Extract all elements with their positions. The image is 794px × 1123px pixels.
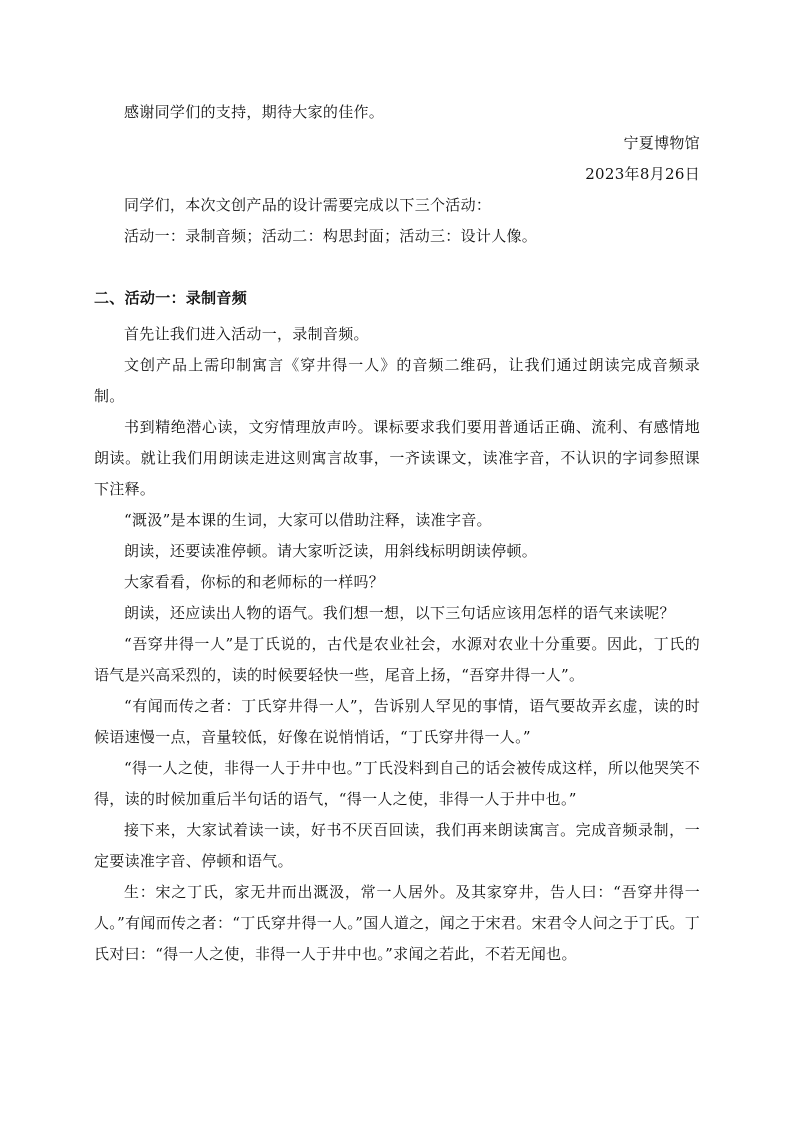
paragraph: 生：宋之丁氏，家无井而出溉汲，常一人居外。及其家穿井，告人曰：“吾穿井得一人。”有闻而传之者：“丁氏穿井得一人。”国人道之，闻之于宋君。宋君令人问之于丁氏。丁氏对曰：“得一人之使，非得一人于井中也。”求闻之若此，不若无闻也。 — [94, 883, 700, 963]
paragraph: “得一人之使，非得一人于井中也。”丁氏没料到自己的话会被传成这样，所以他哭笑不得，读的时候加重后半句话的语气，“得一人之使，非得一人于井中也。” — [94, 759, 700, 808]
signature-date: 2023年8月26日 — [585, 165, 700, 183]
paragraph: 首先让我们进入活动一，录制音频。 — [124, 325, 369, 343]
paragraph: 朗读，还要读准停顿。请大家听泛读，用斜线标明朗读停顿。 — [124, 542, 538, 560]
paragraph: 大家看看，你标的和老师标的一样吗？ — [124, 573, 385, 591]
paragraph: 接下来，大家试着读一读，好书不厌百回读，我们再来朗读寓言。完成音频录制，一定要读准字音、停顿和语气。 — [94, 821, 700, 870]
intro-line: 同学们，本次文创产品的设计需要完成以下三个活动： — [124, 196, 492, 214]
activities-line: 活动一：录制音频；活动二：构思封面；活动三：设计人像。 — [124, 227, 538, 245]
paragraph: 文创产品上需印制寓言《穿井得一人》的音频二维码，让我们通过朗读完成音频录制。 — [94, 356, 700, 405]
paragraph: “有闻而传之者：丁氏穿井得一人”，告诉别人罕见的事情，语气要故弄玄虚，读的时候语速慢一点，音量较低，好像在说悄悄话，“丁氏穿井得一人。” — [94, 697, 700, 746]
paragraph: “吾穿井得一人”是丁氏说的，古代是农业社会，水源对农业十分重要。因此，丁氏的语气是兴高采烈的，读的时候要轻快一些，尾音上扬，“吾穿井得一人”。 — [94, 635, 700, 684]
document-body — [94, 97, 700, 970]
section-gap — [94, 252, 700, 283]
closing-line: 感谢同学们的支持，期待大家的佳作。 — [124, 103, 385, 121]
section-heading: 二、活动一：录制音频 — [94, 289, 248, 307]
paragraph: “溉汲”是本课的生词，大家可以借助注释，读准字音。 — [124, 511, 492, 529]
paragraph: 朗读，还应读出人物的语气。我们想一想，以下三句话应该用怎样的语气来读呢？ — [124, 604, 675, 622]
paragraph: 书到精绝潜心读，文穷情理放声吟。课标要求我们要用普通话正确、流利、有感情地朗读。就让我们用朗读走进这则寓言故事，一齐读课文，读准字音，不认识的字词参照课下注释。 — [94, 418, 700, 498]
signature-org: 宁夏博物馆 — [623, 134, 700, 152]
